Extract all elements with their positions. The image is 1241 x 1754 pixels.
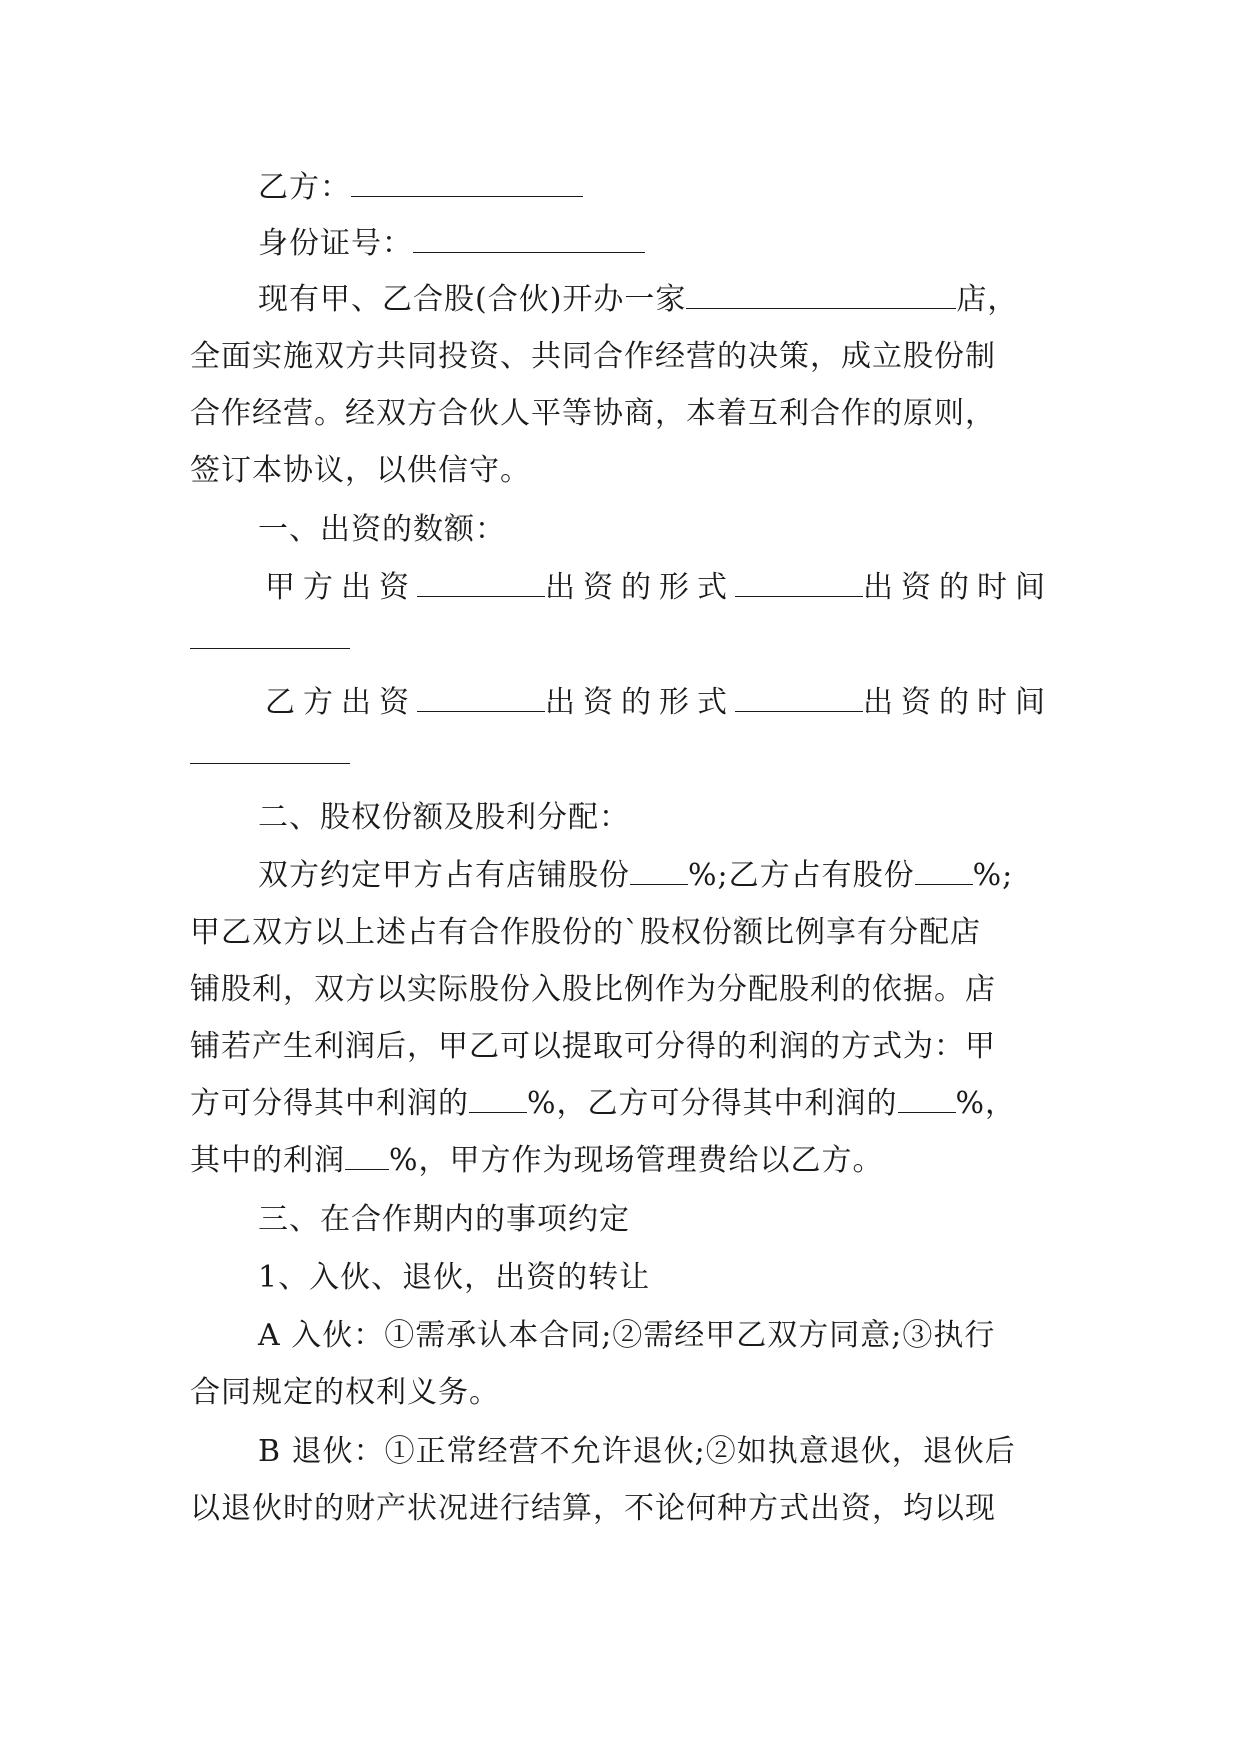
party-a-time-label: 出资的时间 [863,570,1053,605]
management-fee-blank [345,1141,389,1170]
id-number-line [258,224,1118,264]
party-a-form-label: 出资的形式 [545,570,735,605]
party-a-time-blank [190,648,350,649]
s2-text-1c: %; [972,858,1014,893]
item-b-line-2: 以退伙时的财产状况进行结算，不论何种方式出资，均以现 [190,1491,996,1526]
party-a-invest-label: 甲方出资 [265,570,417,605]
id-number-blank [413,224,645,253]
s2-text-5b: %，乙方可分得其中利润的 [527,1086,898,1121]
party-b-form-blank [735,683,863,712]
section-2-line-3: 铺股利，双方以实际股份入股比例作为分配股利的依据。店 [190,972,996,1007]
item-1-heading: 1、入伙、退伙，出资的转让 [258,1260,651,1295]
intro-line-2: 全面实施双方共同投资、共同合作经营的决策，成立股份制 [190,339,996,374]
section-3-heading: 三、在合作期内的事项约定 [258,1202,630,1237]
intro-line-1 [258,280,1118,320]
s2-text-5c: %， [955,1086,1017,1121]
item-a-line-2: 合同规定的权利义务。 [190,1375,500,1410]
intro-text-1b: 店， [956,282,1019,317]
party-b-line [258,168,1118,208]
party-a-share-blank [630,856,688,885]
section-2-heading: 二、股权份额及股利分配： [258,800,630,835]
section-1-heading: 一、出资的数额： [258,512,506,547]
party-b-profit-blank [898,1084,956,1113]
party-b-share-blank [915,856,973,885]
intro-line-4: 签订本协议，以供信守。 [190,453,531,488]
s2-text-6a: 其中的利润 [190,1143,345,1178]
id-number-label: 身份证号： [258,226,413,261]
s2-text-6b: %，甲方作为现场管理费给以乙方。 [389,1143,884,1178]
party-a-profit-blank [469,1084,527,1113]
intro-text-1a: 现有甲、乙合股(合伙)开办一家 [258,282,687,317]
section-2-line-6 [190,1141,1050,1181]
party-a-form-blank [735,568,863,597]
party-b-label: 乙方： [258,170,351,205]
party-a-amount-blank [417,568,545,597]
party-b-investment-line [265,683,1125,723]
party-b-invest-label: 乙方出资 [265,685,417,720]
item-a-line-1: A 入伙：①需承认本合同;②需经甲乙双方同意;③执行 [258,1318,996,1353]
section-2-line-4: 铺若产生利润后，甲乙可以提取可分得的利润的方式为：甲 [190,1029,996,1064]
item-b-line-1: B 退伙：①正常经营不允许退伙;②如执意退伙，退伙后 [258,1434,1016,1469]
party-a-investment-line [265,568,1125,608]
party-b-time-label: 出资的时间 [863,685,1053,720]
s2-text-1b: %;乙方占有股份 [688,858,915,893]
party-b-form-label: 出资的形式 [545,685,735,720]
section-2-line-1 [258,856,1118,896]
section-2-line-5 [190,1084,1050,1124]
intro-line-3: 合作经营。经双方合伙人平等协商，本着互利合作的原则， [190,396,996,431]
s2-text-1a: 双方约定甲方占有店铺股份 [258,858,630,893]
shop-name-blank [686,280,956,309]
party-b-amount-blank [417,683,545,712]
s2-text-5a: 方可分得其中利润的 [190,1086,469,1121]
party-b-time-blank [190,763,350,764]
section-2-line-2: 甲乙双方以上述占有合作股份的`股权份额比例享有分配店 [190,915,981,950]
party-b-blank [351,168,583,197]
